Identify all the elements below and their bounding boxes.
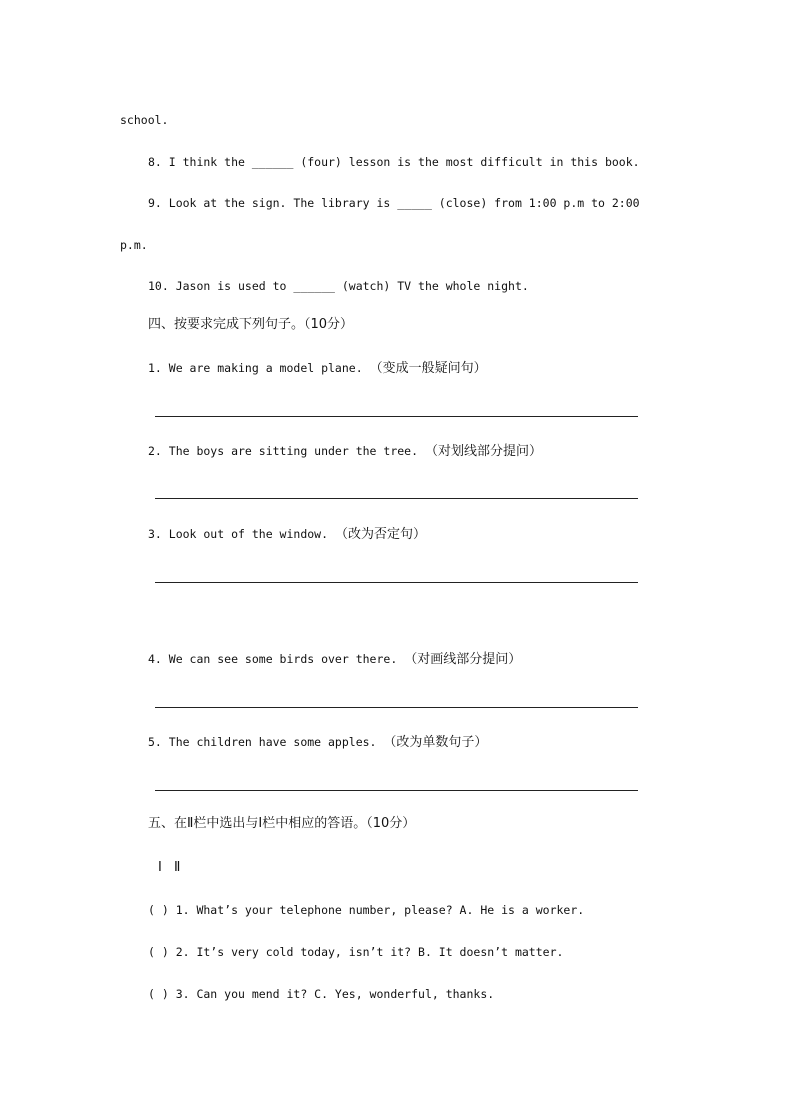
s4-item-2-instruction: （对划线部分提问） [424,444,542,459]
question-10: 10. Jason is used to ______ (watch) TV the whole night. [148,279,529,293]
s4-item-3-en: 3. Look out of the window. [148,527,329,541]
s4-item-3-instruction: （改为否定句） [334,527,426,542]
s5-item-3: ( ) 3. Can you mend it? C. Yes, wonderful, thanks. [148,987,495,1001]
s4-item-5 [148,734,487,751]
s4-item-5-instruction: （改为单数句子） [383,735,488,750]
question-9-continued: p.m. [120,238,148,252]
s5-item-2: ( ) 2. It’s very cold today, isn’t it? B. It doesn’t matter. [148,945,564,959]
s4-item-3 [148,526,426,543]
question-8: 8. I think the ______ (four) lesson is the most difficult in this book. [148,155,640,169]
section-5-heading: 五、在Ⅱ栏中选出与Ⅰ栏中相应的答语。（10分） [148,816,416,831]
column-headers: Ⅰ Ⅱ [158,860,181,875]
s4-item-1 [148,360,487,377]
answer-line-5[interactable] [155,790,638,791]
answer-line-2[interactable] [155,498,638,499]
s4-item-4-instruction: （对画线部分提问） [404,652,522,667]
section-4-heading: 四、按要求完成下列句子。（10分） [148,317,354,332]
answer-line-3[interactable] [155,582,638,583]
s4-item-4 [148,651,521,668]
s5-item-1: ( ) 1. What’s your telephone number, please? A. He is a worker. [148,903,585,917]
answer-line-4[interactable] [155,707,638,708]
s4-item-1-en: 1. We are making a model plane. [148,361,363,375]
s4-item-1-instruction: （变成一般疑问句） [369,361,487,376]
s4-item-4-en: 4. We can see some birds over there. [148,652,398,666]
answer-line-1[interactable] [155,416,638,417]
s4-item-2-en: 2. The boys are sitting under the tree. [148,444,419,458]
s4-item-5-en: 5. The children have some apples. [148,735,377,749]
text-school: school. [120,113,169,127]
question-9: 9. Look at the sign. The library is _____ (close) from 1:00 p.m to 2:00 [148,196,640,210]
s4-item-2 [148,443,542,460]
